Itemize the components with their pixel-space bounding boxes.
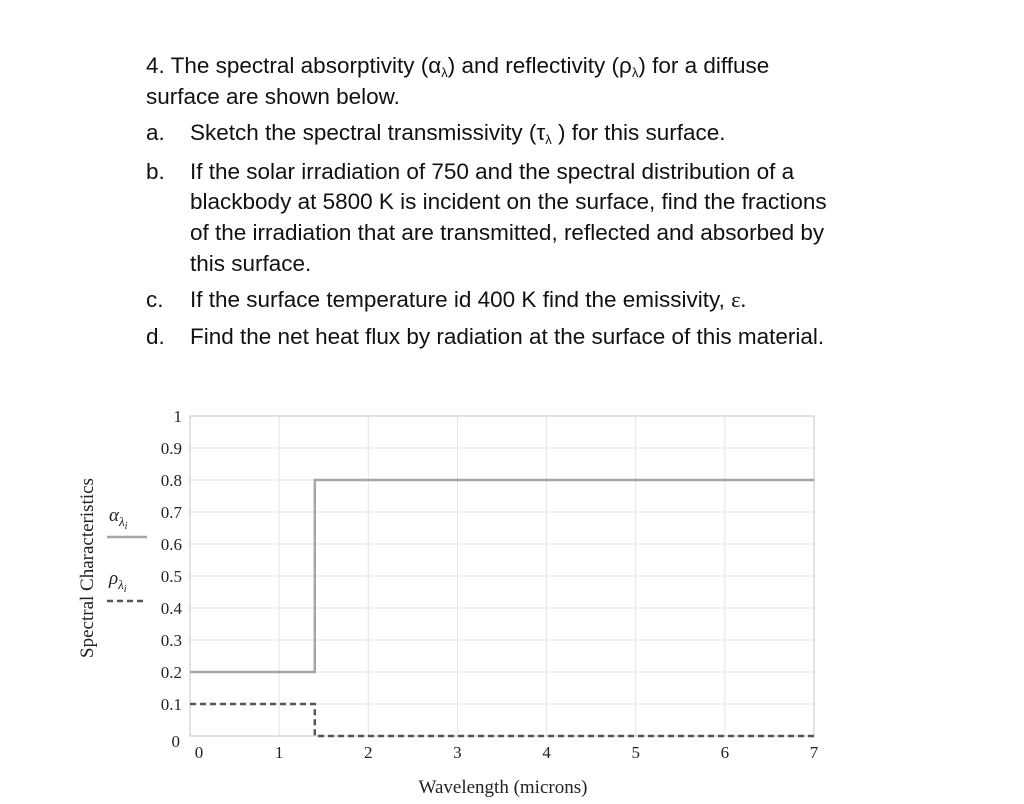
x-tick-label: 2 [364, 743, 373, 762]
question-a-text: Sketch the spectral transmissivity ($\tau_\lambda$ ) for this surface. [190, 120, 726, 147]
y-tick-label: 0 [171, 732, 180, 751]
y-axis-label: Spectral Characteristics [77, 478, 98, 658]
question-d-letter: d. [146, 324, 165, 349]
y-tick-label: 0.3 [160, 631, 182, 650]
question-d-text: Find the net heat flux by radiation at the surface of this material. [190, 324, 825, 349]
y-tick-label: 0.1 [160, 695, 182, 714]
y-tick-label: 0.8 [160, 471, 182, 490]
y-tick-label: 1 [173, 407, 182, 426]
question-b-line-1: If the solar irradiation of 750 and the spectral distribution of a [190, 159, 795, 184]
x-tick-label: 4 [542, 743, 551, 762]
chart-ticks [161, 407, 819, 762]
legend [107, 505, 147, 601]
x-tick-label: 5 [631, 743, 640, 762]
y-tick-label: 0.9 [160, 439, 182, 458]
legend-rho-label: $\rho_\lambda i$ [109, 568, 127, 595]
y-tick-label: 0.6 [160, 535, 182, 554]
question-a-letter: a. [146, 120, 165, 145]
y-tick-label: 0.4 [160, 599, 182, 618]
x-tick-label: 3 [453, 743, 462, 762]
x-tick-label: 7 [809, 743, 819, 762]
question-c-text: If the surface temperature id 400 K find the emissivity, ε. [190, 287, 747, 312]
y-tick-label: 0.5 [160, 567, 182, 586]
question-b-letter: b. [146, 159, 165, 184]
x-tick-label: 0 [194, 743, 204, 762]
problem-intro-line-1: 4. The spectral absorptivity $(\alpha_\lambda)$ and reflectivity $(\rho_\lambda)$ for a diffuse [146, 53, 770, 80]
x-tick-label: 1 [274, 743, 284, 762]
y-tick-label: 0.7 [160, 503, 182, 522]
x-axis-label: Wavelength (microns) [418, 777, 588, 798]
question-b-line-4: this surface. [190, 251, 312, 276]
legend-alpha-label: $\alpha_\lambda i$ [109, 505, 128, 532]
reflectivity-series [190, 704, 814, 736]
chart-grid [190, 416, 814, 736]
y-tick-label: 0.2 [160, 663, 182, 682]
question-b-line-2: blackbody at 5800 K is incident on the surface, find the fractions [190, 189, 827, 214]
problem-intro-line-2: surface are shown below. [146, 84, 400, 109]
x-tick-label: 6 [720, 743, 730, 762]
question-c-letter: c. [146, 287, 164, 312]
question-b-line-3: of the irradiation that are transmitted, reflected and absorbed by [190, 220, 825, 245]
